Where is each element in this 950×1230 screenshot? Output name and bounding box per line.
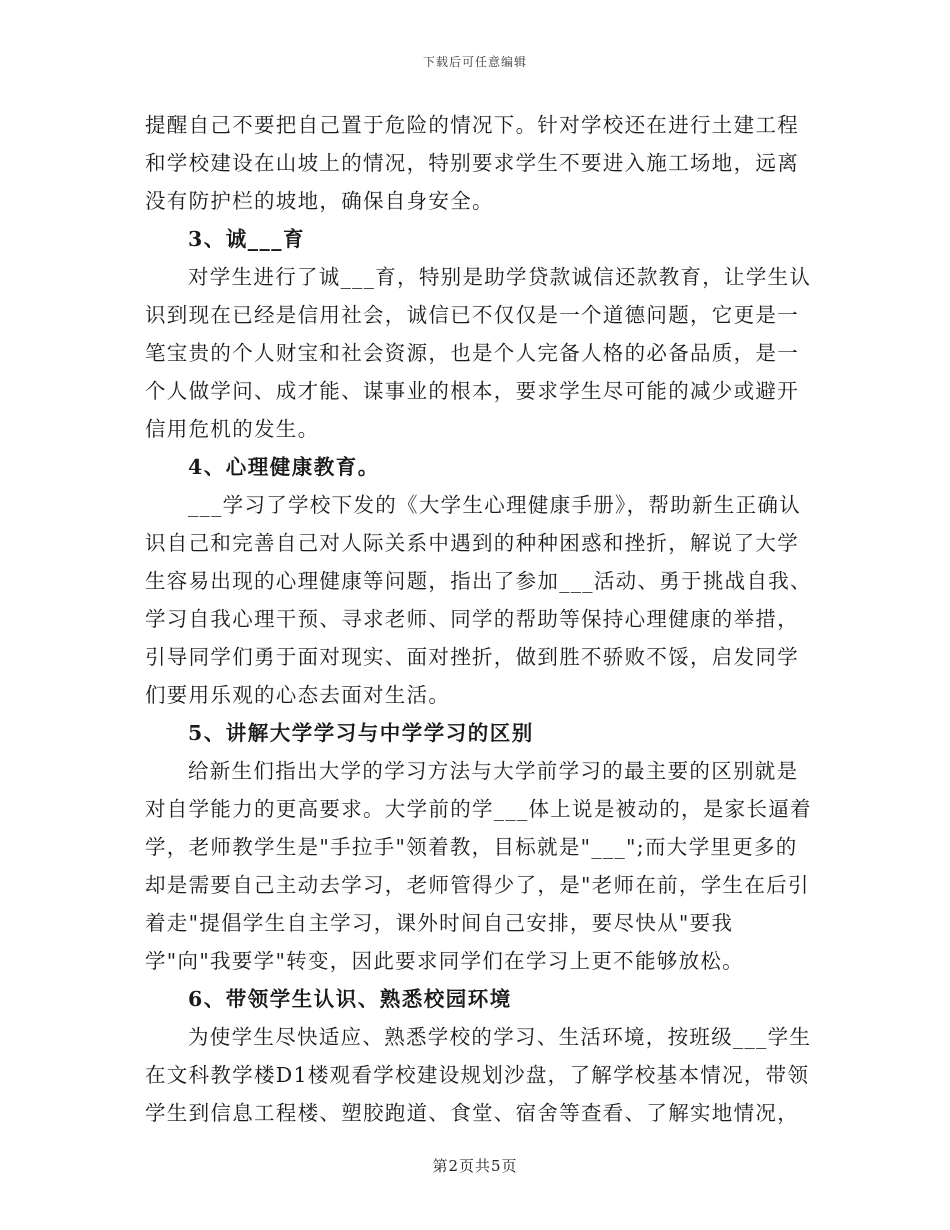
text-line: 学，老师教学生是"手拉手"领着教，目标就是"___";而大学里更多的 — [145, 835, 798, 859]
section-heading: 3、诚___育 — [188, 227, 306, 251]
text-line: 和学校建设在山坡上的情况，特别要求学生不要进入施工场地，远离 — [145, 151, 799, 175]
text-line: 对自学能力的更高要求。大学前的学___体上说是被动的，是家长逼着 — [145, 797, 812, 821]
text-line: 生容易出现的心理健康等问题，指出了参加___活动、勇于挑战自我、 — [145, 569, 812, 593]
text-line: 学"向"我要学"转变，因此要求同学们在学习上更不能够放松。 — [145, 949, 744, 973]
text-line: 识到现在已经是信用社会，诚信已不仅仅是一个道德问题，它更是一 — [145, 303, 799, 327]
text-line: 个人做学问、成才能、谋事业的根本，要求学生尽可能的减少或避开 — [145, 379, 799, 403]
text-line: 对学生进行了诚___育，特别是助学贷款诚信还款教育，让学生认 — [188, 265, 812, 289]
text-line: 为使学生尽快适应、熟悉学校的学习、生活环境，按班级___学生 — [188, 1025, 812, 1049]
text-line: 给新生们指出大学的学习方法与大学前学习的最主要的区别就是 — [188, 759, 799, 783]
text-line: ___学习了学校下发的《大学生心理健康手册》，帮助新生正确认 — [188, 493, 801, 517]
section-heading: 5、讲解大学学习与中学学习的区别 — [188, 721, 534, 745]
section-heading: 6、带领学生认识、熟悉校园环境 — [188, 987, 512, 1011]
document-body — [145, 106, 810, 1132]
text-line: 学生到信息工程楼、塑胶跑道、食堂、宿舍等查看、了解实地情况， — [145, 1101, 799, 1125]
text-line: 提醒自己不要把自己置于危险的情况下。针对学校还在进行土建工程 — [145, 113, 799, 137]
page-footer: 第2页共5页 — [432, 1157, 518, 1175]
text-line: 学习自我心理干预、寻求老师、同学的帮助等保持心理健康的举措， — [145, 607, 799, 631]
text-line: 信用危机的发生。 — [145, 417, 320, 441]
text-line: 识自己和完善自己对人际关系中遇到的种种困惑和挫折，解说了大学 — [145, 531, 799, 555]
page-header: 下载后可任意编辑 — [422, 55, 527, 69]
text-line: 着走"提倡学生自主学习，课外时间自己安排，要尽快从"要我 — [145, 911, 734, 935]
text-line: 在文科教学楼D1楼观看学校建设规划沙盘，了解学校基本情况，带领 — [145, 1063, 810, 1087]
text-line: 没有防护栏的坡地，确保自身安全。 — [145, 189, 494, 213]
section-heading: 4、心理健康教育。 — [188, 455, 380, 479]
text-line: 们要用乐观的心态去面对生活。 — [145, 683, 451, 707]
text-line: 引导同学们勇于面对现实、面对挫折，做到胜不骄败不馁，启发同学 — [145, 645, 799, 669]
text-line: 笔宝贵的个人财宝和社会资源，也是个人完备人格的必备品质，是一 — [145, 341, 799, 365]
text-line: 却是需要自己主动去学习，老师管得少了，是"老师在前，学生在后引 — [145, 873, 810, 897]
